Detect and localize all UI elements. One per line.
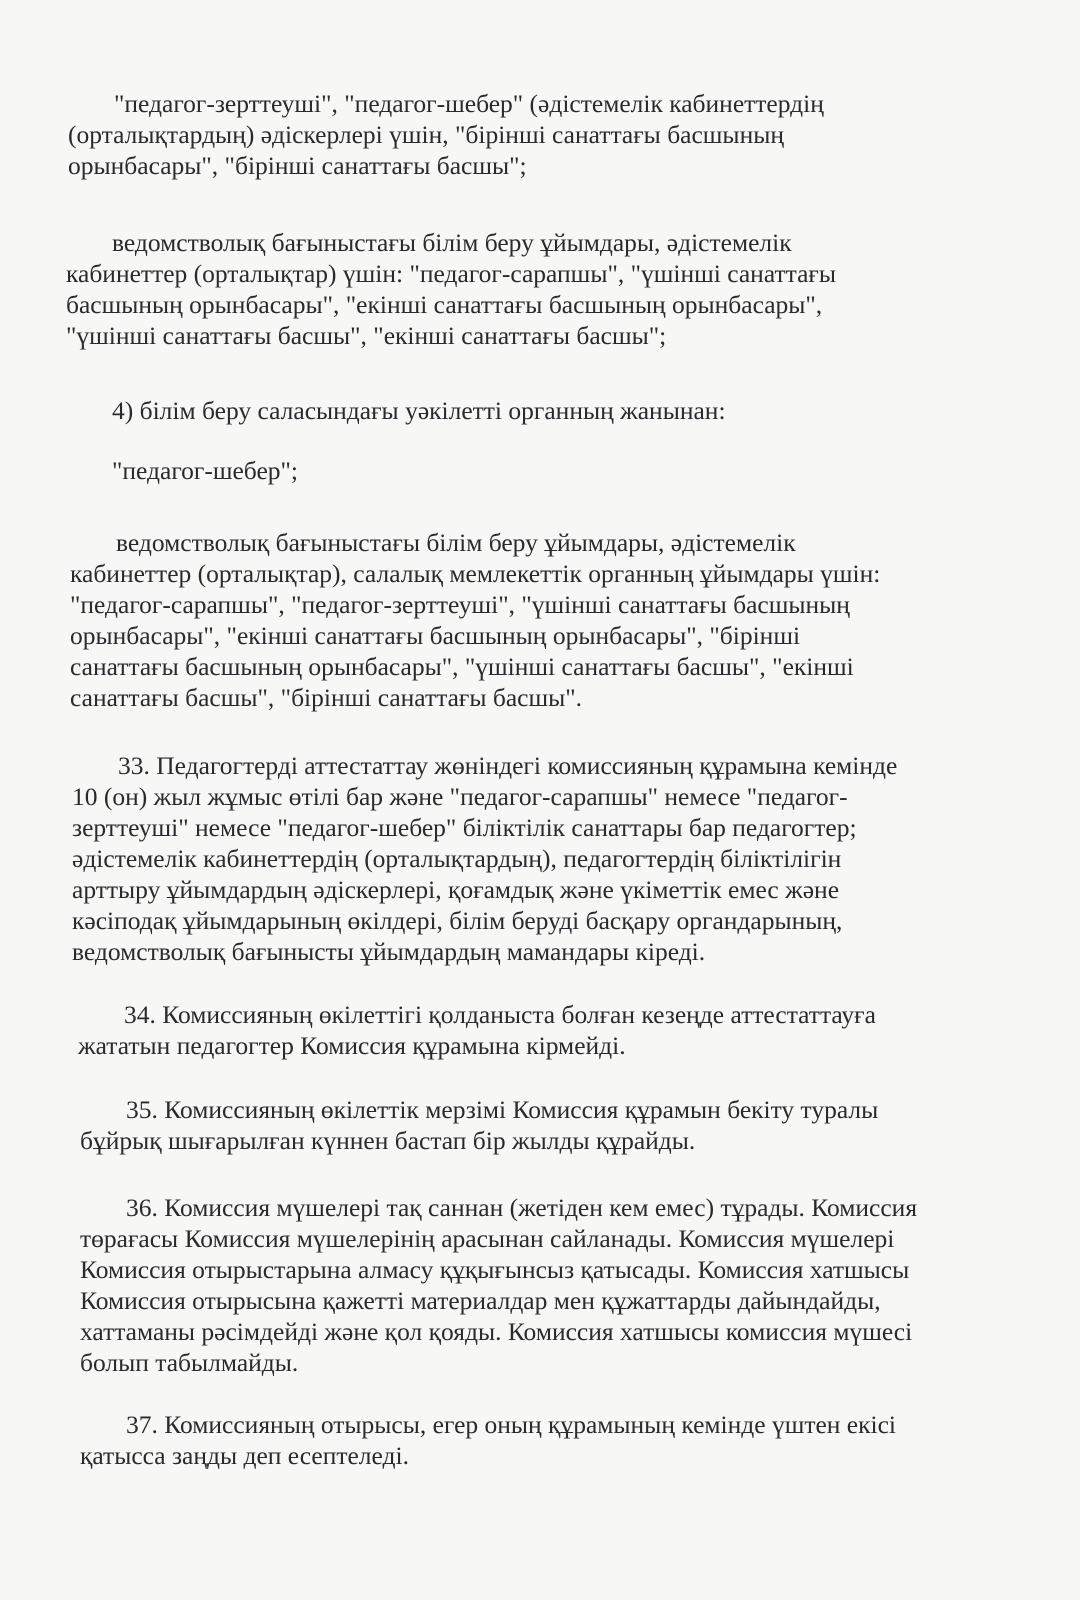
paragraph-35	[80, 1094, 878, 1156]
text-line: болып табылмайды.	[80, 1348, 299, 1377]
text-line: (орталықтардың) әдіскерлері үшін, "бірінші санаттағы басшының	[68, 120, 784, 149]
text-line: кабинеттер (орталықтар) үшін: "педагог-сарапшы", "үшінші санаттағы	[66, 259, 836, 288]
text-line: ведомстволық бағыныстағы білім беру ұйымдары, әдістемелік	[116, 528, 796, 557]
text-line: ведомстволық бағыныстағы білім беру ұйымдары, әдістемелік	[112, 228, 792, 257]
paragraph-33	[72, 750, 897, 967]
text-line: 35. Комиссияның өкілеттік мерзімі Комиссия құрамын бекіту туралы	[126, 1095, 879, 1124]
text-line: бұйрық шығарылған күннен бастап бір жылды құрайды.	[80, 1126, 696, 1155]
paragraph-item-4a	[66, 455, 298, 486]
paragraph-item-4b	[70, 527, 880, 713]
text-line: басшының орынбасары", "екінші санаттағы басшының орынбасары",	[66, 290, 823, 319]
text-line: хаттаманы рәсімдейді және қол қояды. Комиссия хатшысы комиссия мүшесі	[80, 1317, 913, 1346]
text-line: 10 (он) жыл жұмыс өтілі бар және "педагог-сарапшы" немесе "педагог-	[72, 782, 848, 811]
text-line: кәсіподақ ұйымдарының өкілдері, білім беруді басқару органдарының,	[72, 906, 843, 935]
text-line: "педагог-сарапшы", "педагог-зерттеуші", "үшінші санаттағы басшының	[70, 590, 850, 619]
paragraph-cont-2	[66, 227, 836, 351]
text-line: ведомстволық бағынысты ұйымдардың мамандары кіреді.	[72, 937, 706, 966]
text-line: Комиссия отырыстарына алмасу құқығынсыз қатысады. Комиссия хатшысы	[80, 1255, 910, 1284]
text-line: санаттағы басшы", "бірінші санаттағы басшы".	[70, 683, 583, 712]
text-line: "үшінші санаттағы басшы", "екінші санаттағы басшы";	[66, 321, 667, 350]
text-line: санаттағы басшының орынбасары", "үшінші санаттағы басшы", "екінші	[70, 652, 854, 681]
text-line: орынбасары", "бірінші санаттағы басшы";	[68, 151, 527, 180]
paragraph-item-4	[66, 395, 726, 426]
text-line: "педагог-зерттеуші", "педагог-шебер" (әдістемелік кабинеттердің	[114, 89, 824, 118]
text-line: 4) білім беру саласындағы уәкілетті органның жанынан:	[112, 396, 726, 425]
text-line: арттыру ұйымдардың әдіскерлері, қоғамдық және үкіметтік емес және	[72, 875, 840, 904]
text-line: әдістемелік кабинеттердің (орталықтардың), педагогтердің біліктілігін	[72, 844, 842, 873]
text-line: 37. Комиссияның отырысы, егер оның құрамының кемінде үштен екісі	[126, 1410, 897, 1439]
text-line: кабинеттер (орталықтар), салалық мемлекеттік органның ұйымдары үшін:	[70, 559, 881, 588]
paragraph-cont-1	[68, 88, 824, 181]
text-line: зерттеуші" немесе "педагог-шебер" біліктілік санаттары бар педагогтер;	[72, 813, 857, 842]
text-line: жататын педагогтер Комиссия құрамына кірмейді.	[78, 1031, 626, 1060]
paragraph-37	[80, 1409, 896, 1471]
text-line: Комиссия отырысына қажетті материалдар мен құжаттарды дайындайды,	[80, 1286, 881, 1315]
text-line: 34. Комиссияның өкілеттігі қолданыста болған кезеңде аттестаттауға	[124, 1000, 876, 1029]
text-line: төрағасы Комиссия мүшелерінің арасынан сайланады. Комиссия мүшелері	[80, 1224, 895, 1253]
text-line: "педагог-шебер";	[112, 456, 299, 485]
text-line: қатысса заңды деп есептеледі.	[80, 1441, 409, 1470]
text-line: 33. Педагогтерді аттестаттау жөніндегі комиссияның құрамына кемінде	[118, 751, 898, 780]
text-line: 36. Комиссия мүшелері тақ саннан (жетіден кем емес) тұрады. Комиссия	[126, 1193, 918, 1222]
paragraph-36	[80, 1192, 917, 1378]
text-line: орынбасары", "екінші санаттағы басшының орынбасары", "бірінші	[70, 621, 801, 650]
paragraph-34	[78, 999, 876, 1061]
